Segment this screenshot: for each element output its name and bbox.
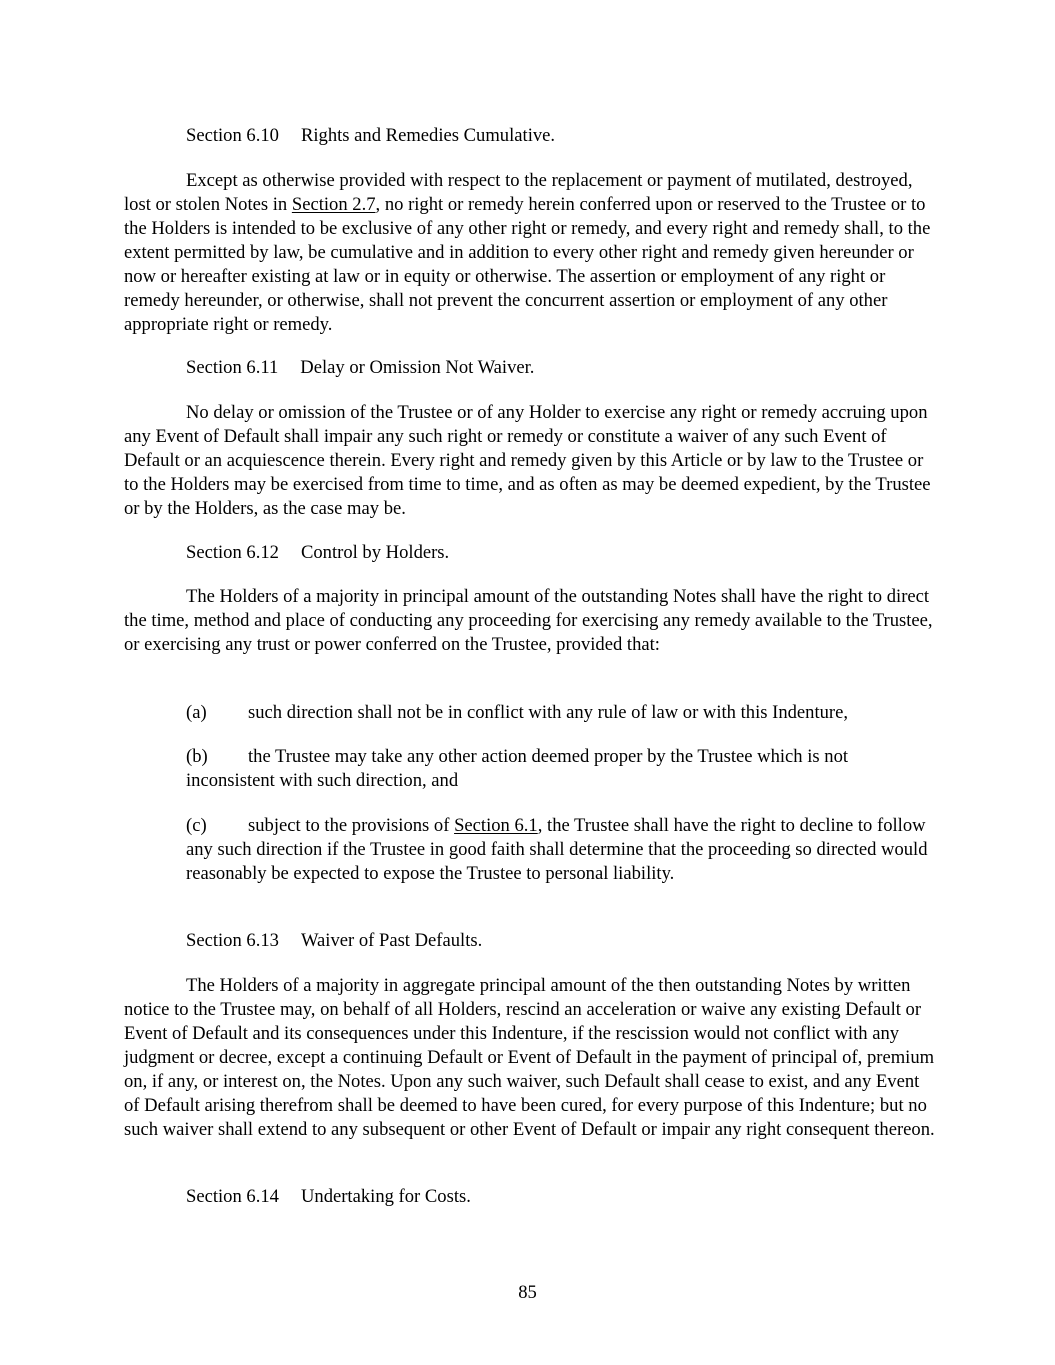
section-number: Section 6.13 — [186, 930, 279, 951]
section-title: Rights and Remedies Cumulative. — [300, 125, 556, 146]
list-item-b — [186, 745, 931, 793]
list-item-c — [186, 814, 931, 886]
section-number: Section 6.10 — [186, 125, 279, 146]
list-item-label: (b) — [186, 746, 208, 767]
body-text: , no right or remedy herein conferred upon or reserved to the Trustee or to the Holders is intended to be exclusive of any other right or remedy, and every right and remedy shall, to the extent permitted by law, be cumulative and in addition to every other right and remedy given hereunder or now or hereafter existing at law or in equity or otherwise. The assertion or employment of any right or remedy hereunder, or otherwise, shall not prevent the concurrent assertion or employment of any other appropriate right or remedy. — [124, 194, 931, 335]
section-body-6-11: No delay or omission of the Trustee or of any Holder to exercise any right or remedy accruing upon any Event of Default shall impair any such right or remedy or constitute a waiver of any such Event of Default or an acquiescence therein. Every right and remedy given by this Article or by law to the Trustee or to the Holders may be exercised from time to time, and as often as may be deemed expedient, by the Trustee or by the Holders, as the case may be. — [124, 402, 931, 519]
section-heading-6-11 — [186, 356, 534, 380]
section-heading-6-13 — [186, 929, 482, 953]
list-item-text: , the Trustee shall have the right to decline to follow any such direction if the Trustee in good faith shall determine that the proceeding so directed would reasonably be expected to expose the Trustee to personal liability. — [186, 815, 928, 884]
section-body-6-12: The Holders of a majority in principal amount of the outstanding Notes shall have the right to direct the time, method and place of conducting any proceeding for exercising any remedy available to the Trustee, or exercising any trust or power conferred on the Trustee, provided that: — [124, 586, 933, 655]
list-item-label: (a) — [186, 702, 207, 723]
section-body-6-13: The Holders of a majority in aggregate principal amount of the then outstanding Notes by written notice to the Trustee may, on behalf of all Holders, rescind an acceleration or waive any existing Default or Event of Default and its consequences under this Indenture, if the rescission would not conflict with any judgment or decree, except a continuing Default or Event of Default in the payment of principal of, premium on, if any, or interest on, the Notes. Upon any such waiver, such Default shall cease to exist, and any Event of Default arising therefrom shall be deemed to have been cured, for every purpose of this Indenture; but no such waiver shall extend to any subsequent or other Event of Default or impair any right consequent thereon. — [124, 975, 935, 1140]
section-number: Section 6.11 — [186, 357, 279, 378]
cross-reference-link: Section 6.1 — [454, 815, 538, 836]
section-title: Waiver of Past Defaults. — [300, 930, 483, 951]
section-body-6-10 — [124, 169, 939, 337]
section-title: Undertaking for Costs. — [300, 1186, 471, 1207]
section-number: Section 6.12 — [186, 542, 279, 563]
section-title: Delay or Omission Not Waiver. — [300, 357, 535, 378]
list-item-text: the Trustee may take any other action deemed proper by the Trustee which is not inconsistent with such direction, and — [186, 746, 849, 791]
list-item-text: subject to the provisions of — [248, 815, 455, 836]
list-item-a — [186, 701, 931, 725]
list-item-label: (c) — [186, 815, 207, 836]
section-title: Control by Holders. — [300, 542, 450, 563]
list-item-text: such direction shall not be in conflict with any rule of law or with this Indenture, — [248, 702, 849, 723]
section-number: Section 6.14 — [186, 1186, 279, 1207]
section-heading-6-14 — [186, 1185, 471, 1209]
section-heading-6-12 — [186, 541, 449, 565]
page-number: 85 — [518, 1282, 537, 1303]
body-text: Except as otherwise provided with respect to the replacement or payment of mutilated, destroyed, lost or stolen Notes in — [124, 170, 913, 215]
cross-reference-link: Section 2.7 — [291, 194, 376, 215]
section-heading-6-10 — [186, 124, 555, 148]
